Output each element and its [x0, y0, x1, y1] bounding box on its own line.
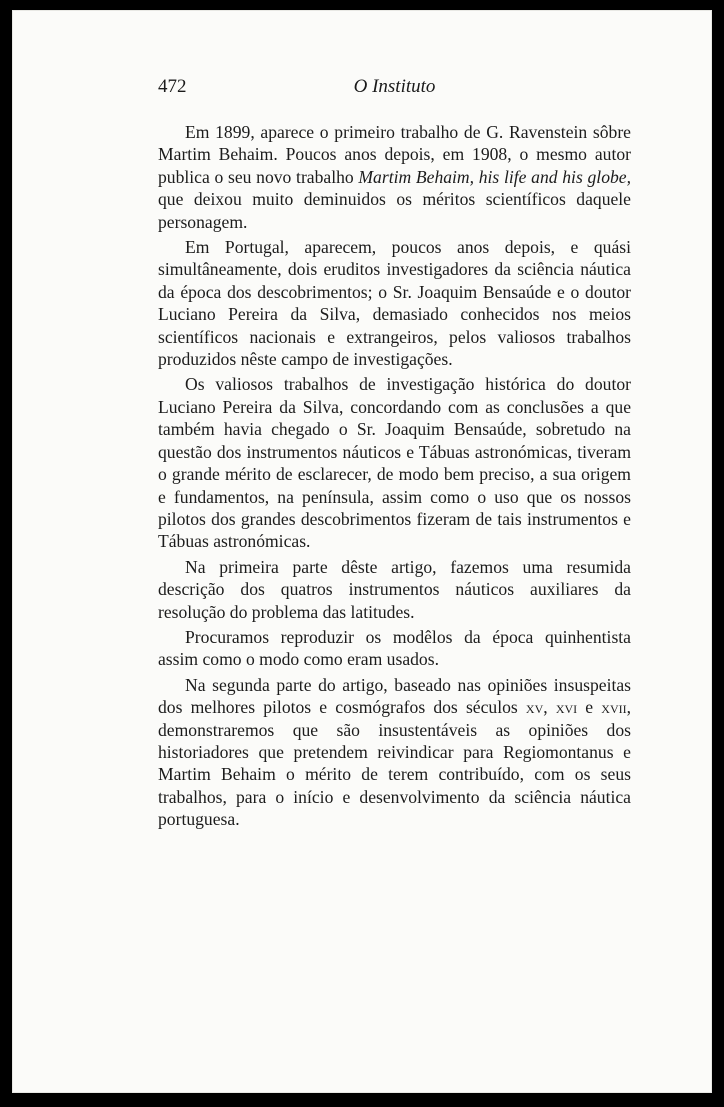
- century-xvii: xvii,: [601, 697, 632, 718]
- paragraph-1-text-a: Em 1899, aparece o primeiro trabalho de G. Ravenstein sôbre Martim Behaim. Poucos anos depois, em 1908, o mesmo autor publica o seu novo trabalho: [158, 122, 631, 187]
- paragraph-2: Em Portugal, aparecem, poucos anos depois, e quási simultâneamente, dois eruditos investigadores da sciência náutica da época dos descobrimentos; o Sr. Joaquim Bensaúde e o doutor Luciano Pereira da Silva, demasiado conhecidos nos meios scientíficos nacionais e extrangeiros, pelos valiosos trabalhos produzidos nêste campo de investigações.: [158, 237, 631, 370]
- century-xv: xv,: [525, 697, 548, 718]
- page-number: 472: [158, 76, 187, 97]
- paragraph-6-text-a: Na segunda parte do artigo, baseado nas opiniões insuspeitas dos melhores pilotos e cosmógrafos dos séculos: [158, 674, 631, 718]
- body-text: [158, 121, 631, 831]
- paragraph-1: [158, 121, 631, 233]
- paragraph-6-text-g: demonstraremos que são insustentáveis as opiniões dos historiadores que pretendem reivindicar para Regiomontanus e Martim Behaim o mérito de terem contribuído, com os seus trabalhos, para o início e desenvolvimento da sciência náutica portuguesa.: [158, 719, 631, 830]
- book-title-italic: Martim Behaim, his life and his globe,: [358, 166, 631, 187]
- paragraph-6-text-c: [548, 697, 556, 717]
- book-page: [12, 10, 712, 1093]
- running-title: O Instituto: [353, 76, 436, 97]
- page-header: [158, 76, 631, 102]
- paragraph-3: Os valiosos trabalhos de investigação histórica do doutor Luciano Pereira da Silva, concordando com as conclusões a que também havia chegado o Sr. Joaquim Bensaúde, sobretudo na questão dos instrumentos náuticos e Tábuas astronómicas, tiveram o grande mérito de esclarecer, de modo bem preciso, a sua origem e fundamentos, na península, assim como o uso que os nossos pilotos dos grandes descobrimentos fizeram de tais instrumentos e Tábuas astronómicas.: [158, 374, 631, 552]
- century-xvi: xvi: [555, 697, 578, 718]
- paragraph-6-text-e: e: [577, 697, 602, 718]
- paragraph-5: Procuramos reproduzir os modêlos da época quinhentista assim como o modo como eram usados.: [158, 626, 631, 670]
- paragraph-6: [158, 674, 631, 831]
- paragraph-4: Na primeira parte dêste artigo, fazemos uma resumida descrição dos quatros instrumentos náuticos auxiliares da resolução do problema das latitudes.: [158, 556, 631, 622]
- paragraph-1-text-c: que deixou muito deminuidos os méritos scientíficos daquele personagem.: [158, 189, 631, 232]
